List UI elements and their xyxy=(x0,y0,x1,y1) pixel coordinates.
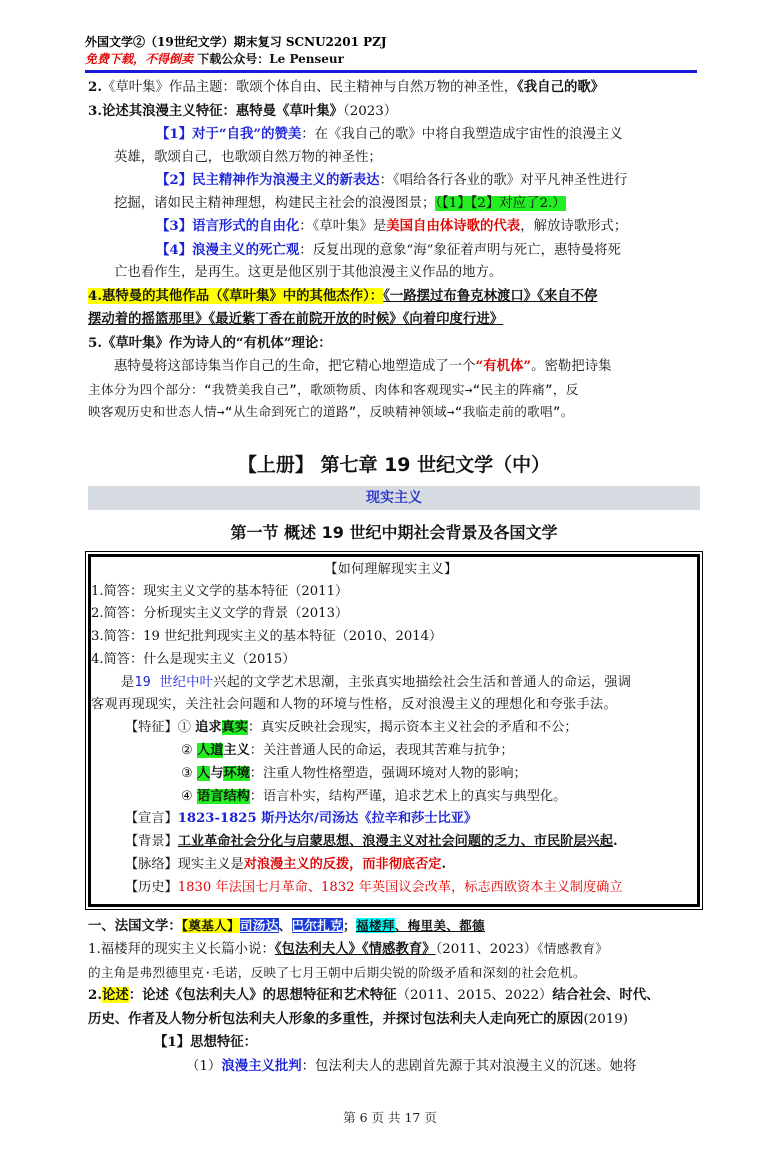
feature-row-2 xyxy=(91,740,691,763)
key-phrase: “有机体” xyxy=(475,358,532,374)
definition-highlight: 19 世纪中叶 xyxy=(134,674,214,690)
subheading-ideological xyxy=(88,1031,700,1055)
work-title: 《我自己的歌》 xyxy=(517,79,605,95)
box-background xyxy=(91,831,691,854)
chapter-title: 【上册】 第七章 19 世纪文学（中） xyxy=(237,453,551,476)
page-footer: 第 6 页 共 17 页 xyxy=(343,1110,437,1125)
feature-3 xyxy=(88,215,700,239)
essay-title-2: 历史、作者及人物分析包法利夫人形象的多重性，并探讨包法利夫人走向死亡的原因 xyxy=(88,1010,584,1027)
item-number: 2. xyxy=(88,79,102,95)
box-manifesto xyxy=(91,808,691,831)
box-question-3: 3.简答：19 世纪批判现实主义的基本特征（2010、2014） xyxy=(91,629,443,645)
founder-others: 、梅里美、都德 xyxy=(394,917,485,933)
subheading-text: 【1】思想特征： xyxy=(154,1034,258,1051)
feature-4 xyxy=(88,239,700,263)
lineage-text: 现实主义是 xyxy=(177,857,244,873)
feature-label-highlight: 真实 xyxy=(221,720,248,736)
work-title: 《情感教育》 xyxy=(537,941,609,957)
essay-label: 论述 xyxy=(101,987,129,1004)
feature-label: 追求 xyxy=(195,720,222,736)
item-text: 1.福楼拜的现实主义长篇小说： xyxy=(88,942,275,958)
feature-number: ③ xyxy=(181,765,193,781)
exam-year: （2023） xyxy=(343,103,398,119)
exam-year: (2019) xyxy=(583,1011,628,1027)
lineage-tag: 【脉络】 xyxy=(125,857,178,873)
highlight-note: （【1】【2】对应了2.） xyxy=(435,195,566,211)
feature-text: ：关注普通人民的命运，表现其苦难与抗争； xyxy=(249,743,514,759)
page-header xyxy=(85,34,705,68)
background-tag: 【背景】 xyxy=(125,834,178,850)
feature-tag: 【特征】 xyxy=(125,720,178,736)
feature-text: ：反复出现的意象“海”象征着声明与死亡，惠特曼将死 xyxy=(299,242,621,258)
feature-label: 【3】语言形式的自由化 xyxy=(156,218,300,234)
lineage-end: . xyxy=(441,857,447,873)
box-lineage xyxy=(91,854,691,877)
background-end: . xyxy=(612,834,618,850)
feature-label-highlight: 人 xyxy=(197,765,211,781)
feature-text: ：《草叶集》是 xyxy=(299,219,387,234)
manifesto-tag: 【宣言】 xyxy=(125,811,178,827)
paragraph-4-cont xyxy=(88,308,700,332)
feature-text: ：在《我自己的歌》中将自我塑造成宇宙性的浪漫主义 xyxy=(301,127,623,142)
feature-text: ：注重人物性格塑造，强调环境对人物的影响； xyxy=(249,765,527,781)
feature-number: ① xyxy=(177,720,191,736)
founder-stendhal: 司汤达 xyxy=(239,917,279,933)
manifesto-text: 1823-1825 斯丹达尔/司汤达《拉辛和莎士比亚》 xyxy=(177,811,478,827)
paragraph-5-body xyxy=(88,355,700,379)
box-definition xyxy=(91,672,691,695)
box-history xyxy=(91,877,691,900)
feature-row-4 xyxy=(91,786,691,809)
feature-number: ② xyxy=(181,743,193,759)
feature-1 xyxy=(88,123,700,147)
body-text: 惠特曼将这部诗集当作自己的生命，把它精心地塑造成了一个 xyxy=(114,359,476,374)
founder-flaubert: 福楼拜 xyxy=(355,917,395,933)
header-course-title: 外国文学②（19世纪文学）期末复习 SCNU2201 PZJ xyxy=(85,35,387,49)
section-title: 第一节 概述 19 世纪中期社会背景及各国文学 xyxy=(230,522,558,542)
france-title: 一、法国文学： xyxy=(88,917,182,934)
paragraph-5-title xyxy=(88,332,700,356)
feature-label-highlight: 人道 xyxy=(197,743,224,759)
item-number: （1） xyxy=(186,1058,222,1074)
feature-text: 挖掘，诸如民主精神理想，构建民主社会的浪漫图景； xyxy=(114,195,436,211)
feature-4-cont: 亡也看作生，是再生。这更是他区别于其他浪漫主义作品的地方。 xyxy=(114,265,503,280)
other-works-lead: 4.惠特曼的其他作品（《草叶集》中的其他杰作）： xyxy=(88,287,384,304)
feature-row-3 xyxy=(91,763,691,786)
separator: 、 xyxy=(278,917,292,933)
feature-1-cont: 英雄，歌颂自己，也歌颂自然万物的神圣性； xyxy=(114,149,382,165)
exam-year: （2011、2023） xyxy=(435,942,538,958)
other-works-list: 《一路摆过布鲁克林渡口》《来自不停 xyxy=(383,287,598,304)
background-text: 工业革命社会分化与启蒙思想、浪漫主义对社会问题的乏力、市民阶层兴起 xyxy=(177,834,613,850)
header-download-line xyxy=(85,51,705,68)
feature-text: ：《唱给各行各业的歌》对平凡神圣性进行 xyxy=(379,173,628,188)
essay-title: ：论述《包法利夫人》的思想特征和艺术特征 xyxy=(128,987,397,1004)
feature-label: 【2】民主精神作为浪漫主义的新表达 xyxy=(156,172,380,188)
body-text: 。密勒把诗集 xyxy=(531,359,612,374)
france-item-2-cont xyxy=(88,1008,700,1032)
essay-title-2: 结合社会、时代、 xyxy=(552,987,660,1004)
paragraph-5-line2: 主体分为四个部分：“我赞美我自己”，歌颂物质、肉体和客观现实→“民主的阵痛”，反 xyxy=(88,381,579,397)
separator: ； xyxy=(343,917,356,933)
feature-label: 【4】浪漫主义的死亡观 xyxy=(156,241,300,258)
france-item-1 xyxy=(88,938,700,962)
other-works-list: 摆动着的摇篮那里》《最近紫丁香在前院开放的时候》《向着印度行进》 xyxy=(88,311,504,327)
item-text: ：包法利夫人的悲剧首先源于其对浪漫主义的沉迷。她将 xyxy=(301,1058,637,1074)
box-title: 【如何理解现实主义】 xyxy=(324,561,458,577)
key-phrase: 美国自由体诗歌的代表 xyxy=(386,218,521,234)
header-download-prefix: 下载公众号： xyxy=(193,52,270,66)
section-band: 现实主义 xyxy=(88,486,700,510)
feature-number: ④ xyxy=(181,788,193,804)
feature-label: 主义 xyxy=(223,743,250,759)
definition-text: 是 xyxy=(121,674,135,690)
paragraph-2-theme xyxy=(88,76,700,100)
page-content xyxy=(88,76,700,1078)
france-item-1-cont: 的主角是弗烈德里克·毛诺，反映了七月王朝中后期尖锐的阶级矛盾和深刻的社会危机。 xyxy=(88,964,586,980)
item-label: 浪漫主义批判 xyxy=(221,1057,302,1074)
feature-2-cont xyxy=(88,193,700,216)
france-item-2 xyxy=(88,984,700,1008)
box-question-4: 4.简答：什么是现实主义（2015） xyxy=(91,651,296,667)
france-heading xyxy=(88,915,700,939)
history-text: 1830 年法国七月革命、1832 年英国议会改革，标志西欧资本主义制度确立 xyxy=(177,879,623,895)
founder-balzac: 巴尔扎克 xyxy=(291,917,344,933)
feature-text: ：语言朴实，结构严谨，追求艺术上的真实与典型化。 xyxy=(249,788,567,804)
work-titles: 《包法利夫人》《情感教育》 xyxy=(274,941,436,958)
header-download-name: Le Penseur xyxy=(269,52,344,66)
paragraph-4-other-works xyxy=(88,285,700,309)
paragraph-3-title xyxy=(88,100,700,124)
question-title: 5.《草叶集》作为诗人的“有机体”理论： xyxy=(88,334,332,351)
history-tag: 【历史】 xyxy=(125,879,178,895)
feature-label-highlight: 语言结构 xyxy=(197,788,250,804)
box-definition-cont: 客观再现现实，关注社会问题和人物的环境与性格，反对浪漫主义的理想化和夸张手法。 xyxy=(91,697,618,713)
feature-label: 与 xyxy=(210,765,224,781)
header-free-note: 免费下载，不得倒卖 xyxy=(85,52,194,66)
lineage-highlight: 对浪漫主义的反拨，而非彻底否定 xyxy=(243,857,442,873)
ideological-item-1 xyxy=(88,1055,700,1079)
paragraph-5-line3: 映客观历史和世态人情→“从生命到死亡的道路”，反映精神领域→“我临走前的歌唱”。 xyxy=(88,404,574,419)
exam-year: （2011、2015、2022） xyxy=(396,988,553,1004)
item-number: 2. xyxy=(88,987,102,1004)
feature-label: 【1】对于“自我”的赞美 xyxy=(156,126,302,142)
box-question-2: 2.简答：分析现实主义文学的背景（2013） xyxy=(91,606,349,622)
feature-text: ：真实反映社会现实，揭示资本主义社会的矛盾和不公； xyxy=(247,720,578,736)
definition-text: 兴起的文学艺术思潮，主张真实地描绘社会生活和普通人的命运，强调 xyxy=(213,674,632,690)
realism-summary-box xyxy=(88,554,700,907)
founder-tag: 【奠基人】 xyxy=(181,917,240,933)
feature-row-1 xyxy=(91,717,691,740)
header-rule xyxy=(85,70,697,73)
box-question-1: 1.简答：现实主义文学的基本特征（2011） xyxy=(91,583,349,599)
feature-label-highlight: 环境 xyxy=(223,765,250,781)
feature-text: ，解放诗歌形式； xyxy=(520,219,628,234)
question-title: 3.论述其浪漫主义特征：惠特曼《草叶集》 xyxy=(88,102,344,119)
theme-text: 《草叶集》作品主题：歌颂个体自由、民主精神与自然万物的神圣性， xyxy=(101,80,518,95)
feature-2 xyxy=(88,169,700,193)
